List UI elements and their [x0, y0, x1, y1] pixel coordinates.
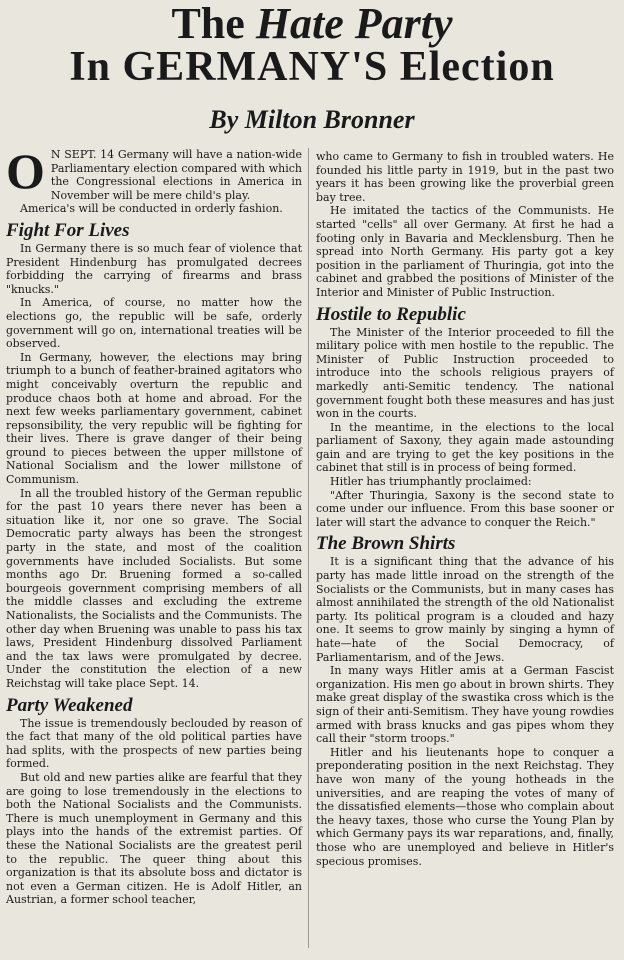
- headline-prefix: The: [171, 0, 256, 48]
- paragraph: It is a significant thing that the advance of his party has made little inroad on the strength of the Socialists or the Communists, but in many cases has almost annihilated the strength of the old Nationalist party. Its political program is a clouded and hazy one. It seems to grow mainly by singing a hymn of hate—hate of the Social Democracy, of Parliamentarism, and of the Jews.: [316, 555, 614, 664]
- paragraph: The Minister of the Interior proceeded to fill the military police with men hostile to the republic. The Minister of Public Instruction proceeded to introduce into the schools religious prayers of markedly anti-Semitic tendency. The national government fought both these measures and has just won in the courts.: [316, 325, 614, 421]
- headline-emphasis: Hate Party: [255, 0, 453, 48]
- paragraph: Hitler has triumphantly proclaimed:: [330, 475, 532, 489]
- byline: By Milton Bronner: [209, 105, 415, 134]
- column-right: [316, 150, 614, 868]
- column-left: [6, 143, 302, 907]
- paragraph: In Germany, however, the elections may bring triumph to a bunch of feather-brained agitators who might conceivably overturn the republic and produce chaos both at home and abroad. For the next few weeks parliamentary government, cabinet repsonsibility, the very republic will be fighting for their lives. There is grave danger of their being ground to pieces between the upper millstone of National Socialism and the lower millstone of Communism.: [6, 350, 302, 487]
- paragraph: In America, of course, no matter how the elections go, the republic will be safe, orderly government will go on, international treaties will be observed.: [6, 296, 302, 351]
- drop-cap: O: [6, 143, 45, 199]
- headline-line-1: [0, 2, 624, 46]
- headline-line-2: In GERMANY'S Election: [69, 44, 555, 90]
- lead-text: N SEPT. 14 Germany will have a nation-wide Parliamentary election compared with which the Congressional elections in America in November will be mere child's play.: [50, 148, 302, 202]
- paragraph: In all the troubled history of the German republic for the past 10 years there never has been a situation like it, nor one so grave. The Social Democratic party always has been the strongest party in the state, and most of the coalition governments have included Socialists. But some months ago Dr. Bruening formed a so-called bourgeois government comprising members of all the middle classes and excluding the extreme Nationalists, the Socialists and the Communists. The other day when Bruening was unable to pass his tax laws, President Hindenburg dissolved Parliament and the tax laws were promulgated by decree. Under the constitution the election of a new Reichstag will take place Sept. 14.: [6, 486, 302, 690]
- paragraph: Hitler and his lieutenants hope to conquer a preponderating position in the next Reichstag. They have won many of the young hotheads in the universities, and are reaping the votes of many of the dissatisfied elements—those who complain about the heavy taxes, those who curse the Young Plan by which Germany pays its war reparations, and, finally, those who are unemployed and believe in Hitler's specious promises.: [316, 745, 614, 868]
- column-divider: [308, 148, 309, 948]
- lead-paragraph: [6, 143, 302, 202]
- subheading-party-weakened: Party Weakened: [6, 694, 133, 716]
- subheading-hostile-to-republic: Hostile to Republic: [316, 303, 466, 325]
- subheading-brown-shirts: The Brown Shirts: [316, 533, 456, 555]
- paragraph: In Germany there is so much fear of violence that President Hindenburg has promulgated decrees forbidding the carrying of firearms and brass "knucks.": [6, 241, 302, 296]
- paragraph: who came to Germany to fish in troubled waters. He founded his little party in 1919, but in the past two years it has been growing like the proverbial green bay tree.: [316, 150, 614, 204]
- quote-paragraph: "After Thuringia, Saxony is the second state to come under our influence. From this base sooner or later will start the advance to conquer the Reich.": [316, 488, 614, 529]
- paragraph: In many ways Hitler amis at a German Fascist organization. His men go about in brown shirts. They make great display of the swastika cross which is the sign of their anti-Semitism. They have young rowdies armed with brass knucks and gas pipes whom they call their "storm troops.": [316, 664, 614, 746]
- paragraph: He imitated the tactics of the Communists. He started "cells" all over Germany. At first he had a footing only in Bavaria and Mecklensburg. Then he spread into North Germany. His party got a key position in the parliament of Thuringia, got into the cabinet and grabbed the positions of Minister of the Interior and Minister of Public Instruction.: [316, 204, 614, 299]
- subheading-fight-for-lives: Fight For Lives: [6, 219, 130, 241]
- paragraph: In the meantime, in the elections to the local parliament of Saxony, they again made astounding gain and are trying to get the key positions in the cabinet that still is in process of being formed.: [316, 420, 614, 475]
- paragraph: The issue is tremendously beclouded by reason of the fact that many of the old political parties have had splits, with the prospects of new parties being formed.: [6, 716, 302, 771]
- paragraph: But old and new parties alike are fearful that they are going to lose tremendously in the elections to both the National Socialists and the Communists. There is much unemployment in Germany and this plays into the hands of the extremist parties. Of these the National Socialists are the greatest peril to the republic. The queer thing about this organization is that its absolute boss and dictator is not even a German citizen. He is Adolf Hitler, an Austrian, a former school teacher,: [6, 770, 302, 907]
- paragraph: America's will be conducted in orderly fashion.: [20, 202, 283, 216]
